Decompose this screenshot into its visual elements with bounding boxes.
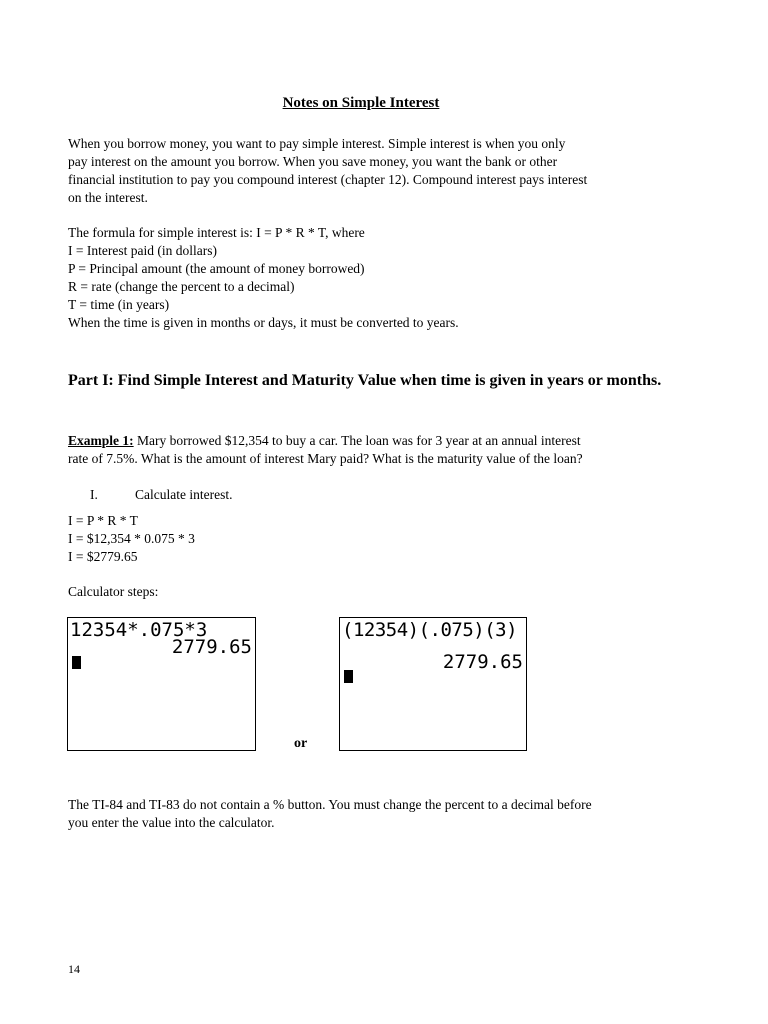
page-title: Notes on Simple Interest bbox=[282, 95, 440, 111]
calc-line: I = $12,354 * 0.075 * 3 bbox=[68, 531, 195, 546]
cursor-block bbox=[344, 670, 353, 683]
page-number: 14 bbox=[68, 962, 80, 976]
calculator-screen-1 bbox=[67, 617, 256, 751]
example-label: Example 1: bbox=[68, 433, 134, 448]
note-line: you enter the value into the calculator. bbox=[68, 815, 275, 830]
screen-result: 2779.65 bbox=[171, 636, 252, 658]
screen-input: 12354*.075*3 bbox=[70, 619, 208, 641]
intro-line: When you borrow money, you want to pay simple interest. Simple interest is when you only bbox=[68, 136, 566, 151]
formula-line: T = time (in years) bbox=[68, 297, 170, 312]
calc-line: I = P * R * T bbox=[68, 513, 138, 528]
part-heading: Part I: Find Simple Interest and Maturity Value when time is given in years or months. bbox=[68, 372, 662, 389]
formula-line: The formula for simple interest is: I = P * R * T, where bbox=[68, 225, 365, 240]
intro-line: on the interest. bbox=[68, 190, 148, 205]
example-text: Mary borrowed $12,354 to buy a car. The loan was for 3 year at an annual interest bbox=[133, 433, 581, 448]
example-line: rate of 7.5%. What is the amount of interest Mary paid? What is the maturity value of the loan? bbox=[68, 451, 583, 466]
calc-line: I = $2779.65 bbox=[68, 549, 138, 564]
formula-line: I = Interest paid (in dollars) bbox=[68, 243, 217, 258]
calculator-screen-2 bbox=[339, 617, 527, 751]
example-line bbox=[68, 432, 581, 450]
calculator-label: Calculator steps: bbox=[68, 584, 159, 599]
intro-line: financial institution to pay you compound interest (chapter 12). Compound interest pays interest bbox=[68, 172, 588, 187]
formula-line: When the time is given in months or days, it must be converted to years. bbox=[68, 315, 459, 330]
separator-or: or bbox=[294, 736, 308, 751]
screen-input: (12354)(.075)(3) bbox=[342, 619, 518, 641]
formula-line: P = Principal amount (the amount of money borrowed) bbox=[68, 261, 365, 276]
step-text: Calculate interest. bbox=[135, 487, 233, 502]
intro-line: pay interest on the amount you borrow. When you save money, you want the bank or other bbox=[68, 154, 558, 169]
note-line: The TI-84 and TI-83 do not contain a % button. You must change the percent to a decimal before bbox=[68, 797, 592, 812]
formula-line: R = rate (change the percent to a decimal) bbox=[68, 279, 295, 294]
cursor-block bbox=[72, 656, 81, 669]
screen-result: 2779.65 bbox=[442, 651, 523, 673]
step-number: I. bbox=[90, 487, 98, 502]
